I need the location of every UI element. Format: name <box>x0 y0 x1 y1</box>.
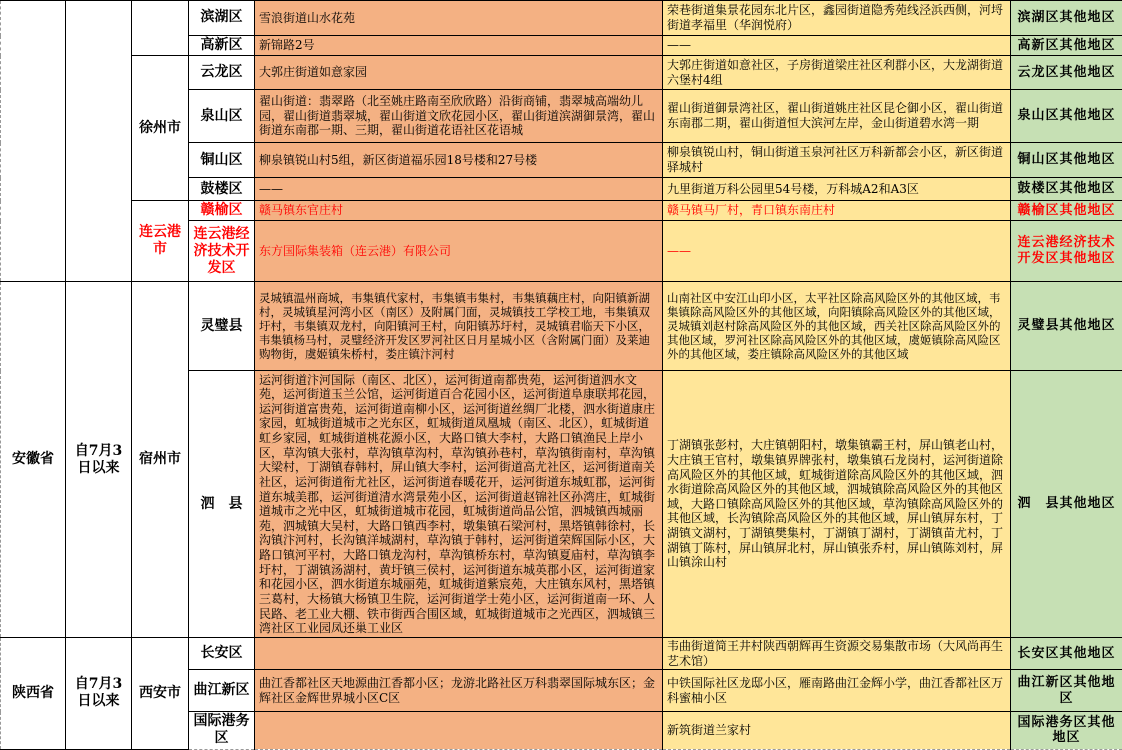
table-row <box>1 1 1122 36</box>
district-cell: 高新区 <box>189 36 255 56</box>
medium-risk-cell: 赣马镇马厂村，青口镇东南庄村 <box>663 201 1011 221</box>
district-cell: 灵璧县 <box>189 282 255 371</box>
other-area-cell: 长安区其他地区 <box>1011 638 1122 670</box>
city-cell: 徐州市 <box>132 56 189 201</box>
medium-risk-cell: 丁湖镇张彭村，大庄镇朝阳村，墩集镇霸王村，屏山镇老山村，大庄镇王官村，墩集镇界牌张村，墩集镇石龙岗村，运河街道除高风险区外的其他区域，虹城街道除高风险区外的其他区域，泗水街道除高风险区外的其他区域，泗城镇除高风险区外的其他区域，大路口镇除高风险区外的其他区域，草沟镇除高风险区外的其他区域，长沟镇除高风险区外的其他区域，屏山镇屏东村，丁湖镇文湖村，丁湖镇樊集村，丁湖镇丁湖村，丁湖镇苗尤村，丁湖镇丁陈村，屏山镇屏北村，屏山镇张乔村，屏山镇陈刘村，屏山镇涂山村 <box>663 371 1011 638</box>
district-cell: 鼓楼区 <box>189 178 255 201</box>
district-cell: 连云港经济技术开发区 <box>189 221 255 282</box>
other-area-cell: 高新区其他地区 <box>1011 36 1122 56</box>
date-cell: 自7月3日以来 <box>66 282 132 638</box>
high-risk-cell: —— <box>255 178 663 201</box>
table-row <box>1 56 1122 90</box>
date-cell <box>66 1 132 282</box>
medium-risk-cell: 九里街道万科公园里54号楼，万科城A2和A3区 <box>663 178 1011 201</box>
high-risk-cell: 东方国际集装箱（连云港）有限公司 <box>255 221 663 282</box>
district-cell: 滨湖区 <box>189 1 255 36</box>
medium-risk-cell: 中铁国际社区龙邸小区，雁南路曲江金辉小学，曲江香都社区万科蜜柚小区 <box>663 670 1011 712</box>
district-cell: 铜山区 <box>189 143 255 178</box>
high-risk-cell: 灵城镇温州商城，韦集镇代家村，韦集镇韦集村，韦集镇藕庄村，向阳镇新湖村，灵城镇星河湾小区（南区）及附属门面，灵城镇技工学校工地，韦集镇双圩村，韦集镇双龙村，向阳镇河王村，向阳镇苏圩村，灵城镇君临天下小区，韦集镇杨马村，灵璧经济开发区罗河社区日月星城小区（含附属门面）及莱迪购物街，虞姬镇朱桥村，娄庄镇汴河村 <box>255 282 663 371</box>
province-cell: 陕西省 <box>1 638 66 749</box>
high-risk-cell: 柳泉镇锐山村5组，新区街道福乐园18号楼和27号楼 <box>255 143 663 178</box>
district-cell: 长安区 <box>189 638 255 670</box>
high-risk-cell: 赣马镇东官庄村 <box>255 201 663 221</box>
district-cell: 曲江新区 <box>189 670 255 712</box>
district-cell: 云龙区 <box>189 56 255 90</box>
other-area-cell: 滨湖区其他地区 <box>1011 1 1122 36</box>
district-cell: 泉山区 <box>189 90 255 143</box>
high-risk-cell: 翟山街道：翡翠路（北至姚庄路南至欣欣路）沿街商铺，翡翠城高端幼儿园，翟山街道翡翠城，翟山街道文欣花园小区，翟山街道滨湖御景湾，翟山街道东南郡一期、三期，翟山街道花语社区花语城 <box>255 90 663 143</box>
high-risk-cell <box>255 712 663 749</box>
district-cell: 赣榆区 <box>189 201 255 221</box>
high-risk-cell <box>255 638 663 670</box>
medium-risk-cell: —— <box>663 221 1011 282</box>
other-area-cell: 国际港务区其他地区 <box>1011 712 1122 749</box>
medium-risk-cell: 荣巷街道集景花园东北片区，鑫园街道隐秀苑线泾浜西侧，河埒街道孝福里（华润悦府） <box>663 1 1011 36</box>
high-risk-cell: 曲江香都社区天地源曲江香都小区；龙游北路社区万科翡翠国际城东区；金辉社区金辉世界城小区C区 <box>255 670 663 712</box>
table-row <box>1 638 1122 670</box>
city-cell: 西安市 <box>132 638 189 749</box>
city-cell <box>132 1 189 56</box>
other-area-cell: 云龙区其他地区 <box>1011 56 1122 90</box>
medium-risk-cell: 柳泉镇锐山村，铜山街道玉泉河社区万科新都会小区，新区街道驿城村 <box>663 143 1011 178</box>
high-risk-cell: 雪浪街道山水花苑 <box>255 1 663 36</box>
city-cell: 宿州市 <box>132 282 189 638</box>
other-area-cell: 泉山区其他地区 <box>1011 90 1122 143</box>
medium-risk-cell: —— <box>663 36 1011 56</box>
province-cell: 安徽省 <box>1 282 66 638</box>
district-cell: 泗 县 <box>189 371 255 638</box>
other-area-cell: 曲江新区其他地区 <box>1011 670 1122 712</box>
other-area-cell: 连云港经济技术开发区其他地区 <box>1011 221 1122 282</box>
date-cell: 自7月3日以来 <box>66 638 132 749</box>
district-cell: 国际港务区 <box>189 712 255 749</box>
medium-risk-cell: 韦曲街道简王井村陕西朝辉再生资源交易集散市场（大风尚再生艺术馆） <box>663 638 1011 670</box>
medium-risk-cell: 山南社区中安江山印小区，太平社区除高风险区外的其他区域，韦集镇除高风险区外的其他区域，向阳镇除高风险区外的其他区域，灵城镇刘赵村除高风险区外的其他区域，西关社区除高风险区外的其他区域，罗河社区除高风险区外的其他区域，虞姬镇除高风险区外的其他区域，娄庄镇除高风险区外的其他区域 <box>663 282 1011 371</box>
table-row <box>1 282 1122 371</box>
medium-risk-cell: 翟山街道御景湾社区，翟山街道姚庄社区昆仑御小区，翟山街道东南郡二期，翟山街道恒大滨河左岸，金山街道碧水湾一期 <box>663 90 1011 143</box>
medium-risk-cell: 新筑街道兰家村 <box>663 712 1011 749</box>
high-risk-cell: 运河街道汴河国际（南区、北区），运河街道南都贵苑，运河街道泗水文苑，运河街道玉兰公馆，运河街道百合花园小区，运河街道阜康联邦花园，运河街道富贵苑，运河街道南柳小区，运河街道丝绸厂北楼，泗水街道康庄家园，虹城街道城市之光东区，虹城街道凤凰城（南区、北区），虹城街道虹乡家园，虹城街道桃花源小区，大路口镇大李村，大路口镇渔民上岸小区，草沟镇大张村，草沟镇草沟村，草沟镇孙巷村，草沟镇街南村，草沟镇大梁村，丁湖镇春韩村，屏山镇大李村，运河街道高尤社区，运河街道南关社区，运河街道衔尤社区，运河街道春暖花开，运河街道东城虹郡，运河街道东城美郡，运河街道清水湾景苑小区，运河街道赵锦社区孙湾庄，虹城街道城市之光中区，虹城街道城市花园，虹城街道尚品公馆，泗城镇西城丽苑，泗城镇大吴村，大路口镇西李村，墩集镇石梁河村，黑塔镇韩徐村，长沟镇汴河村，长沟镇洋城湖村，草沟镇于韩村，运河街道荣辉国际小区，大路口镇河平村，大路口镇龙沟村，草沟镇桥东村，草沟镇夏庙村，草沟镇李圩村，丁湖镇汤湖村，黄圩镇三侯村，运河街道东城英郡小区，运河街道家和花园小区，泗水街道东城丽苑，虹城街道紫宸苑，大庄镇东风村，黑塔镇三葛村，大杨镇大杨镇卫生院，运河街道学士苑小区，运河街道南一环、人民路、老工业大棚、铁市街西合围区域，虹城街道城市之光西区，泗城镇三湾社区工业园凤还巢工业区 <box>255 371 663 638</box>
other-area-cell: 赣榆区其他地区 <box>1011 201 1122 221</box>
high-risk-cell: 新锦路2号 <box>255 36 663 56</box>
other-area-cell: 泗 县其他地区 <box>1011 371 1122 638</box>
other-area-cell: 铜山区其他地区 <box>1011 143 1122 178</box>
high-risk-cell: 大郭庄街道如意家园 <box>255 56 663 90</box>
province-cell <box>1 1 66 282</box>
city-cell: 连云港市 <box>132 201 189 282</box>
table-row <box>1 201 1122 221</box>
medium-risk-cell: 大郭庄街道如意社区，子房街道梁庄社区利群小区，大龙湖街道六堡村4组 <box>663 56 1011 90</box>
other-area-cell: 鼓楼区其他地区 <box>1011 178 1122 201</box>
other-area-cell: 灵璧县其他地区 <box>1011 282 1122 371</box>
